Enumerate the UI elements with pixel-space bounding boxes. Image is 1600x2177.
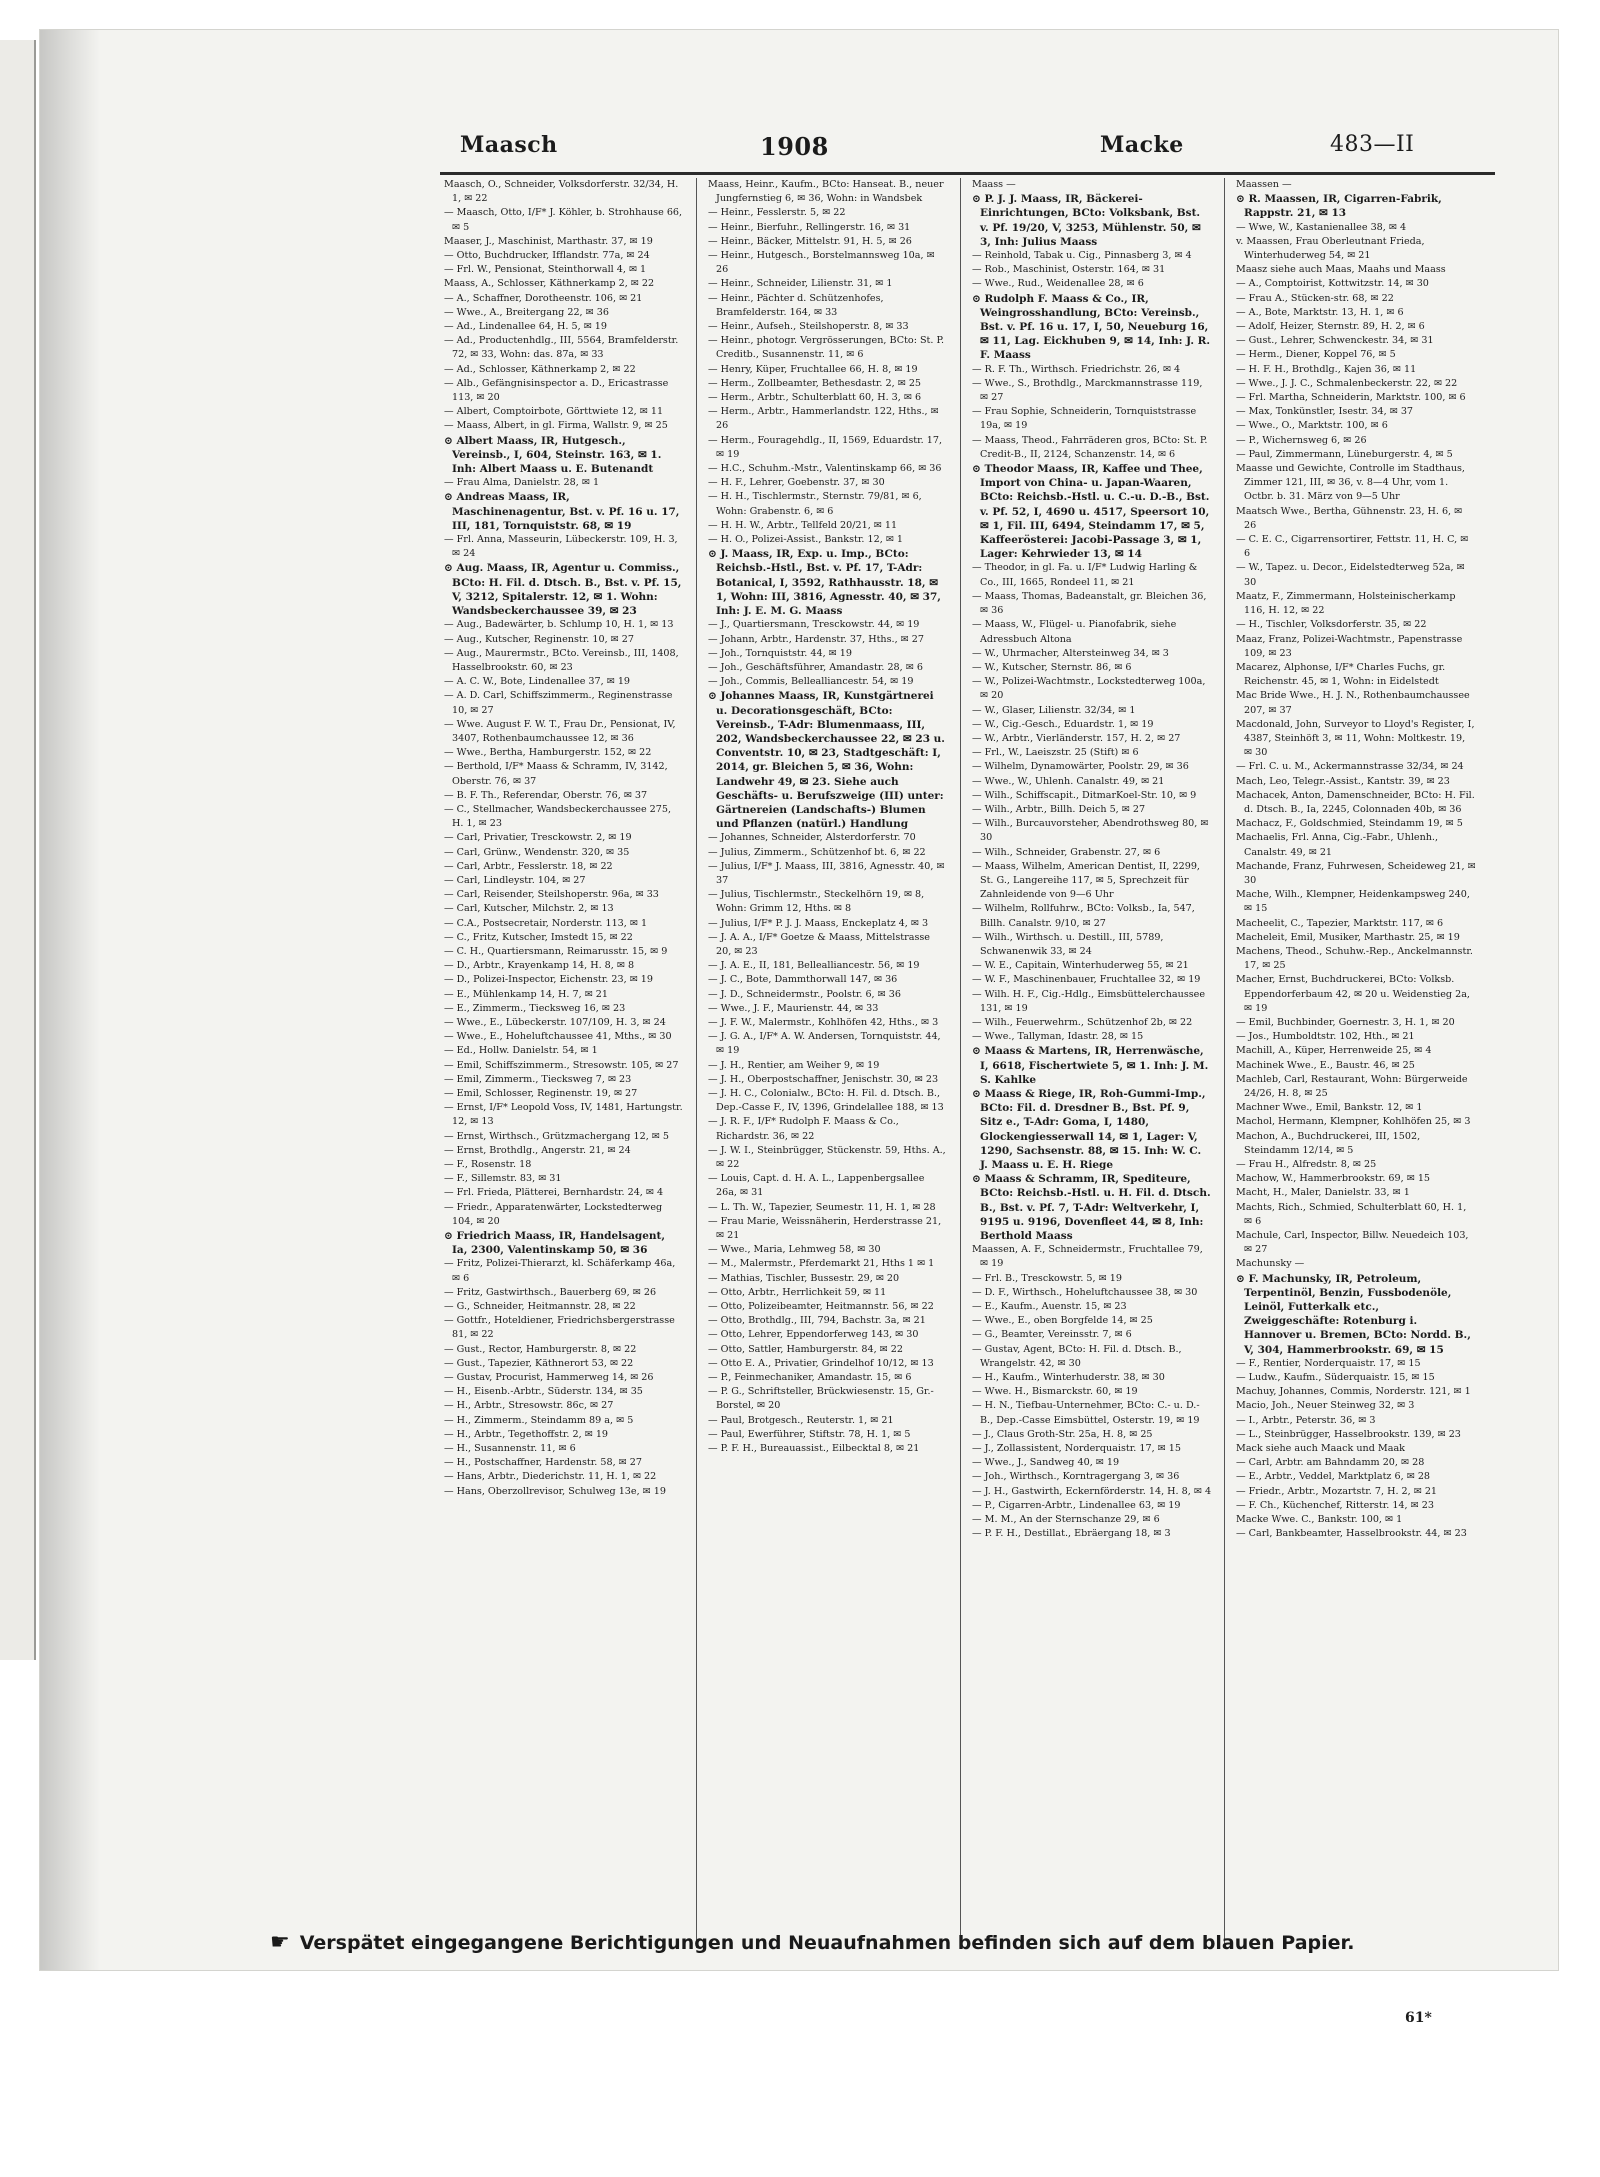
directory-entry: — Ad., Productenhdlg., III, 5564, Bramfelderstr. 72, ✉ 33, Wohn: das. 87a, ✉ 33 xyxy=(444,335,679,361)
directory-entry: — Wwe., Tallyman, Idastr. 28, ✉ 15 xyxy=(972,1031,1144,1043)
directory-entry: — Ernst, I/F* Leopold Voss, IV, 1481, Hartungstr. 12, ✉ 13 xyxy=(444,1102,683,1128)
directory-entry: — Maass, Albert, in gl. Firma, Wallstr. 9, ✉ 25 xyxy=(444,420,668,432)
directory-entry: — Heinr., Fesslerstr. 5, ✉ 22 xyxy=(708,207,846,219)
directory-entry: ⊙ Maass & Martens, IR, Herrenwäsche, I, 6618, Fischertwiete 5, ✉ 1. Inh: J. M. S. Kahlke xyxy=(972,1045,1209,1086)
directory-entry: — L. Th. W., Tapezier, Seumestr. 11, H. 1, ✉ 28 xyxy=(708,1201,936,1213)
directory-entry: Machinek Wwe., E., Baustr. 46, ✉ 25 xyxy=(1236,1059,1415,1071)
footer-text: Verspätet eingegangene Berichtigungen und Neuaufnahmen befinden sich auf dem blauen Papier. xyxy=(299,1932,1355,1954)
directory-entry: — W. E., Capitain, Winterhuderweg 55, ✉ 21 xyxy=(972,960,1189,972)
directory-entry: — Frl. Anna, Masseurin, Lübeckerstr. 109, H. 3, ✉ 24 xyxy=(444,534,678,560)
directory-entry: Mache, Wilh., Klempner, Heidenkampsweg 240, ✉ 15 xyxy=(1236,889,1470,915)
directory-entry: — J. D., Schneidermstr., Poolstr. 6, ✉ 36 xyxy=(708,988,901,1000)
directory-entry: — Herm., Zollbeamter, Bethesdastr. 2, ✉ 25 xyxy=(708,377,922,389)
directory-entry: Machol, Hermann, Klempner, Kohlhöfen 25, ✉ 3 xyxy=(1236,1116,1471,1128)
directory-entry: — Joh., Commis, Bellealliancestr. 54, ✉ 19 xyxy=(708,676,914,688)
directory-entry: — Aug., Badewärter, b. Schlump 10, H. 1, ✉ 13 xyxy=(444,619,674,631)
directory-entry: — P. F. H., Bureauassist., Eilbecktal 8, ✉ 21 xyxy=(708,1443,920,1455)
directory-entry: Maasse und Gewichte, Controlle im Stadthaus, Zimmer 121, III, ✉ 36, v. 8—4 Uhr, vom 1. Octbr. b. 31. März von 9—5 Uhr xyxy=(1236,463,1465,503)
directory-entry: — Carl, Reisender, Steilshoperstr. 96a, ✉ 33 xyxy=(444,889,659,901)
directory-entry: Machunsky — xyxy=(1236,1258,1305,1270)
directory-entry: — P., Wichernsweg 6, ✉ 26 xyxy=(1236,434,1367,446)
signature-mark: 61* xyxy=(1405,2010,1432,2026)
directory-entry: — E., Kaufm., Auenstr. 15, ✉ 23 xyxy=(972,1301,1127,1313)
directory-entry: — Jos., Humboldtstr. 102, Hth., ✉ 21 xyxy=(1236,1031,1415,1043)
column-divider xyxy=(960,178,961,1948)
facing-page-edge xyxy=(0,40,36,1660)
directory-entry: — Hans, Arbtr., Diederichstr. 11, H. 1, ✉ 22 xyxy=(444,1471,657,1483)
directory-entry: — J. A. E., II, 181, Bellealliancestr. 56, ✉ 19 xyxy=(708,960,920,972)
directory-entry: Macdonald, John, Surveyor to Lloyd's Register, I, 4387, Steinhöft 3, ✉ 11, Wohn: Moltkestr. 19, ✉ 30 xyxy=(1236,718,1475,759)
directory-entry: — W., Uhrmacher, Altersteinweg 34, ✉ 3 xyxy=(972,647,1169,659)
directory-entry: Maass, Heinr., Kaufm., BCto: Hanseat. B., neuer Jungfernstieg 6, ✉ 36, Wohn: in Wandsbek xyxy=(708,179,944,205)
directory-entry: — Wilh., Wirthsch. u. Destill., III, 5789, Schwanenwik 33, ✉ 24 xyxy=(972,931,1164,957)
directory-entry: Machleb, Carl, Restaurant, Wohn: Bürgerweide 24/26, H. 8, ✉ 25 xyxy=(1236,1073,1468,1099)
directory-entry: Machow, W., Hammerbrookstr. 69, ✉ 15 xyxy=(1236,1173,1431,1185)
column-2 xyxy=(704,178,952,1968)
directory-entry: — Emil, Zimmerm., Tiecksweg 7, ✉ 23 xyxy=(444,1073,632,1085)
directory-entry: — H.C., Schuhm.-Mstr., Valentinskamp 66, ✉ 36 xyxy=(708,463,942,475)
directory-entry: Maaser, J., Maschinist, Marthastr. 37, ✉ 19 xyxy=(444,235,653,247)
page-header xyxy=(420,132,1495,172)
directory-entry: — H. F. H., Brothdlg., Kajen 36, ✉ 11 xyxy=(1236,363,1417,375)
directory-entry: — Otto, Brothdlg., III, 794, Bachstr. 3a, ✉ 21 xyxy=(708,1315,926,1327)
directory-entry: — Johannes, Schneider, Alsterdorferstr. 70 xyxy=(708,832,916,844)
directory-entry: Machuy, Johannes, Commis, Norderstr. 121, ✉ 1 xyxy=(1236,1386,1471,1398)
directory-entry: — Carl, Lindleystr. 104, ✉ 27 xyxy=(444,874,586,886)
directory-entry: — B. F. Th., Referendar, Oberstr. 76, ✉ 37 xyxy=(444,789,648,801)
directory-entry: — H., Eisenb.-Arbtr., Süderstr. 134, ✉ 35 xyxy=(444,1386,643,1398)
directory-entry: Macio, Joh., Neuer Steinweg 32, ✉ 3 xyxy=(1236,1400,1415,1412)
directory-entry: — Frau Marie, Weissnäherin, Herderstrasse 21, ✉ 21 xyxy=(708,1215,942,1242)
directory-entry: Maassen, A. F., Schneidermstr., Fruchtallee 79, ✉ 19 xyxy=(972,1244,1203,1270)
directory-entry: — Ad., Lindenallee 64, H. 5, ✉ 19 xyxy=(444,321,608,333)
directory-entry: — J. C., Bote, Dammthorwall 147, ✉ 36 xyxy=(708,974,898,986)
directory-entry: — Wwe., W., Uhlenh. Canalstr. 49, ✉ 21 xyxy=(972,775,1165,787)
directory-entry: — Otto, Arbtr., Herrlichkeit 59, ✉ 11 xyxy=(708,1286,887,1298)
directory-entry: — Joh., Geschäftsführer, Amandastr. 28, ✉ 6 xyxy=(708,661,923,673)
directory-entry: — Carl, Arbtr., Fesslerstr. 18, ✉ 22 xyxy=(444,860,613,872)
directory-entry: — H., Tischler, Volksdorferstr. 35, ✉ 22 xyxy=(1236,619,1427,631)
directory-entry: — Carl, Grünw., Wendenstr. 320, ✉ 35 xyxy=(444,846,630,858)
directory-entry: ⊙ Rudolph F. Maass & Co., IR, Weingrosshandlung, BCto: Vereinsb., Bst. v. Pf. 16 u. 17, I, 50, Neueburg 16, ✉ 11, Lag. Eickhuben 9, ✉ 14, Inh: J. R. F. Maass xyxy=(972,292,1211,362)
directory-entry: — Otto, Buchdrucker, Ifflandstr. 77a, ✉ 24 xyxy=(444,250,650,262)
directory-entry: — J., Zollassistent, Norderquaistr. 17, ✉ 15 xyxy=(972,1443,1181,1455)
directory-entry: — M. M., An der Sternschanze 29, ✉ 6 xyxy=(972,1514,1160,1526)
directory-entry: — Wwe., Maria, Lehmweg 58, ✉ 30 xyxy=(708,1244,881,1256)
directory-entry: — Herm., Diener, Koppel 76, ✉ 5 xyxy=(1236,349,1396,361)
directory-entry: — G., Beamter, Vereinsstr. 7, ✉ 6 xyxy=(972,1329,1132,1341)
column-4 xyxy=(1232,178,1480,1968)
directory-entry: ⊙ P. J. J. Maass, IR, Bäckerei-Einrichtungen, BCto: Volksbank, Bst. v. Pf. 19/20, V, 3253, Mühlenstr. 50, ✉ 3, Inh: Julius Maass xyxy=(972,193,1201,248)
column-1 xyxy=(440,178,688,1968)
directory-entry: — Frau Alma, Danielstr. 28, ✉ 1 xyxy=(444,477,600,489)
directory-entry: ⊙ J. Maass, IR, Exp. u. Imp., BCto: Reichsb.-Hstl., Bst. v. Pf. 17, T-Adr: Botanical, I, 3592, Rathhausstr. 18, ✉ 1, Wohn: III, 3816, Agnesstr. 40, ✉ 37, Inh: J. E. M. G. Maass xyxy=(708,548,941,618)
directory-entry: — J. F. W., Malermstr., Kohlhöfen 42, Hths., ✉ 3 xyxy=(708,1016,939,1028)
directory-entry: — Otto, Lehrer, Eppendorferweg 143, ✉ 30 xyxy=(708,1329,919,1341)
directory-entry: — Max, Tonkünstler, Isestr. 34, ✉ 37 xyxy=(1236,406,1414,418)
directory-entry: — Ludw., Kaufm., Süderquaistr. 15, ✉ 15 xyxy=(1236,1372,1435,1384)
directory-entry: — Rob., Maschinist, Osterstr. 164, ✉ 31 xyxy=(972,264,1166,276)
directory-entry: — Gust., Tapezier, Käthnerort 53, ✉ 22 xyxy=(444,1357,634,1369)
directory-entry: — Otto, Polizeibeamter, Heitmannstr. 56, ✉ 22 xyxy=(708,1301,934,1313)
directory-entry: ⊙ R. Maassen, IR, Cigarren-Fabrik, Rappstr. 21, ✉ 13 xyxy=(1236,193,1442,220)
directory-entry: — Hans, Oberzollrevisor, Schulweg 13e, ✉ 19 xyxy=(444,1485,666,1497)
directory-entry: — Friedr., Apparatenwärter, Lockstedterweg 104, ✉ 20 xyxy=(444,1201,663,1227)
column-divider xyxy=(696,178,697,1948)
directory-entry: Mack siehe auch Maack und Maak xyxy=(1236,1443,1405,1455)
directory-entry: Maass — xyxy=(972,179,1016,190)
directory-entry: — E., Mühlenkamp 14, H. 7, ✉ 21 xyxy=(444,988,608,1000)
directory-entry: Machens, Theod., Schuhw.-Rep., Anckelmannstr. 17, ✉ 25 xyxy=(1236,945,1473,972)
directory-entry: Machill, A., Küper, Herrenweide 25, ✉ 4 xyxy=(1236,1045,1432,1057)
directory-entry: — Paul, Brotgesch., Reuterstr. 1, ✉ 21 xyxy=(708,1414,894,1426)
column-3 xyxy=(968,178,1216,1968)
directory-entry: — Otto, Sattler, Hamburgerstr. 84, ✉ 22 xyxy=(708,1343,903,1355)
directory-entry: — H., Arbtr., Tegethoffstr. 2, ✉ 19 xyxy=(444,1428,609,1440)
directory-entry: — H. F., Lehrer, Goebenstr. 37, ✉ 30 xyxy=(708,477,885,489)
directory-entry: — Frl. W., Pensionat, Steinthorwall 4, ✉ 1 xyxy=(444,264,647,276)
directory-entry: — Wwe., J. J. C., Schmalenbeckerstr. 22, ✉ 22 xyxy=(1236,377,1458,389)
directory-entry: — Carl, Kutscher, Milchstr. 2, ✉ 13 xyxy=(444,903,614,915)
directory-entry: — Johann, Arbtr., Hardenstr. 37, Hths., ✉ 27 xyxy=(708,633,924,645)
column-divider xyxy=(1224,178,1225,1948)
directory-entry: — Joh., Tornquiststr. 44, ✉ 19 xyxy=(708,647,852,659)
directory-entry: — Julius, Tischlermstr., Steckelhörn 19, ✉ 8, Wohn: Grimm 12, Hths. ✉ 8 xyxy=(708,889,925,915)
directory-entry: — H. O., Polizei-Assist., Bankstr. 12, ✉ 1 xyxy=(708,534,904,546)
directory-entry: — Paul, Zimmermann, Lüneburgerstr. 4, ✉ 5 xyxy=(1236,448,1453,460)
directory-entry: — Heinr., Bierfuhr., Rellingerstr. 16, ✉ 31 xyxy=(708,221,911,233)
directory-entry: — Wwe., J. F., Maurienstr. 44, ✉ 33 xyxy=(708,1002,879,1014)
directory-entry: — Adolf, Heizer, Sternstr. 89, H. 2, ✉ 6 xyxy=(1236,321,1425,333)
directory-entry: — Ernst, Wirthsch., Grützmachergang 12, ✉ 5 xyxy=(444,1130,669,1142)
directory-entry: — Ad., Schlosser, Käthnerkamp 2, ✉ 22 xyxy=(444,363,636,375)
directory-entry: — L., Steinbrügger, Hasselbrookstr. 139, ✉ 23 xyxy=(1236,1428,1461,1440)
directory-entry: — W. F., Maschinenbauer, Fruchtallee 32, ✉ 19 xyxy=(972,974,1201,986)
directory-entry: — H., Susannenstr. 11, ✉ 6 xyxy=(444,1443,576,1455)
directory-entry: — F., Rentier, Norderquaistr. 17, ✉ 15 xyxy=(1236,1357,1421,1369)
directory-entry: — Heinr., Schneider, Lilienstr. 31, ✉ 1 xyxy=(708,278,893,290)
directory-entry: — Wilh., Burcauvorsteher, Abendrothsweg 80, ✉ 30 xyxy=(972,818,1209,844)
directory-entry: — C. E. C., Cigarrensortirer, Fettstr. 11, H. C, ✉ 6 xyxy=(1236,534,1469,560)
directory-entry: — W., Arbtr., Vierländerstr. 157, H. 2, ✉ 27 xyxy=(972,732,1181,744)
directory-entry: — Wwe., E., oben Borgfelde 14, ✉ 25 xyxy=(972,1315,1153,1327)
directory-entry: — Mathias, Tischler, Bussestr. 29, ✉ 20 xyxy=(708,1272,900,1284)
directory-entry: — E., Arbtr., Veddel, Marktplatz 6, ✉ 28 xyxy=(1236,1471,1431,1483)
directory-entry: — Gust., Lehrer, Schwenckestr. 34, ✉ 31 xyxy=(1236,335,1434,347)
directory-entry: Maatz, F., Zimmermann, Holsteinischerkamp 116, H. 12, ✉ 22 xyxy=(1236,590,1456,617)
directory-entry: — Emil, Schiffszimmerm., Stresowstr. 105, ✉ 27 xyxy=(444,1059,679,1071)
directory-entry: ⊙ Friedrich Maass, IR, Handelsagent, Ia, 2300, Valentinskamp 50, ✉ 36 xyxy=(444,1230,666,1257)
directory-entry: — C., Fritz, Kutscher, Imstedt 15, ✉ 22 xyxy=(444,931,633,943)
directory-entry: — Gottfr., Hoteldiener, Friedrichsbergerstrasse 81, ✉ 22 xyxy=(444,1315,675,1341)
directory-entry: Maassen — xyxy=(1236,179,1292,190)
directory-entry: ⊙ Andreas Maass, IR, Maschinenagentur, Bst. v. Pf. 16 u. 17, III, 181, Tornquiststr. 68, ✉ 19 xyxy=(444,491,680,532)
directory-entry: — Wilh., Arbtr., Billh. Deich 5, ✉ 27 xyxy=(972,803,1146,815)
directory-entry: — F., Rosenstr. 18 xyxy=(444,1159,532,1171)
directory-entry: — Henry, Küper, Fruchtallee 66, H. 8, ✉ 19 xyxy=(708,363,918,375)
directory-entry: ⊙ Theodor Maass, IR, Kaffee und Thee, Import von China- u. Japan-Waaren, BCto: Reichsb.-Hstl. u. C.-u. D.-B., Bst. v. Pf. 52, I, 4690 u. 4517, Speersort 10, ✉ 1, Fil. III, 6494, Steindamm 17, ✉ 5, Kaffeerösterei: Jacobi-Passage 3, ✉ 1, Lager: Kehrwieder 13, ✉ 14 xyxy=(972,463,1210,561)
directory-entry: — Julius, I/F* P. J. J. Maass, Enckeplatz 4, ✉ 3 xyxy=(708,917,929,929)
directory-entry: — Joh., Wirthsch., Korntragergang 3, ✉ 36 xyxy=(972,1471,1180,1483)
directory-entry: — Frl. B., Tresckowstr. 5, ✉ 19 xyxy=(972,1272,1122,1284)
directory-entry: — M., Malermstr., Pferdemarkt 21, Hths 1 ✉ 1 xyxy=(708,1258,935,1270)
pointing-hand-icon: ☛ xyxy=(270,1930,290,1955)
directory-entry: — Wilh., Feuerwehrm., Schützenhof 2b, ✉ 22 xyxy=(972,1016,1193,1028)
directory-entry: — Wilh. H. F., Cig.-Hdlg., Eimsbüttelerchaussee 131, ✉ 19 xyxy=(972,988,1206,1014)
directory-entry: — J. W. I., Steinbrügger, Stückenstr. 59, Hths. A., ✉ 22 xyxy=(708,1144,946,1171)
directory-entry: — W., Glaser, Lilienstr. 32/34, ✉ 1 xyxy=(972,704,1136,716)
directory-entry: Machande, Franz, Fuhrwesen, Scheideweg 21, ✉ 30 xyxy=(1236,860,1476,886)
header-last-name: Macke xyxy=(1100,132,1184,158)
directory-entry: Maatsch Wwe., Bertha, Gühnenstr. 23, H. 6, ✉ 26 xyxy=(1236,505,1463,531)
directory-entry: — Paul, Ewerführer, Stiftstr. 78, H. 1, ✉ 5 xyxy=(708,1428,911,1440)
directory-entry: — W., Kutscher, Sternstr. 86, ✉ 6 xyxy=(972,661,1132,673)
directory-entry: — Aug., Kutscher, Reginenstr. 10, ✉ 27 xyxy=(444,633,634,645)
directory-entry: — J. H., Gastwirth, Eckernförderstr. 14, H. 8, ✉ 4 xyxy=(972,1485,1212,1497)
directory-entry: — Wilh., Schiffscapit., DitmarKoel-Str. 10, ✉ 9 xyxy=(972,789,1197,801)
directory-entry: Macarez, Alphonse, I/F* Charles Fuchs, gr. Reichenstr. 45, ✉ 1, Wohn: in Eidelstedt xyxy=(1236,661,1446,688)
directory-entry: — Wwe., O., Marktstr. 100, ✉ 6 xyxy=(1236,420,1388,432)
directory-entry: — Wwe., J., Sandweg 40, ✉ 19 xyxy=(972,1457,1120,1469)
directory-entry: — C. H., Quartiersmann, Reimarusstr. 15, ✉ 9 xyxy=(444,945,668,957)
directory-entry: — F. Ch., Küchenchef, Ritterstr. 14, ✉ 23 xyxy=(1236,1499,1434,1511)
directory-entry: — P., Cigarren-Arbtr., Lindenallee 63, ✉ 19 xyxy=(972,1499,1181,1511)
footer-notice xyxy=(270,1930,1490,1960)
directory-entry: — Frau A., Stücken-str. 68, ✉ 22 xyxy=(1236,292,1394,304)
directory-entry: — Heinr., photogr. Vergrösserungen, BCto: St. P. Creditb., Susannenstr. 11, ✉ 6 xyxy=(708,335,945,361)
directory-entry: — A. C. W., Bote, Lindenallee 37, ✉ 19 xyxy=(444,676,631,688)
directory-entry: — A., Bote, Marktstr. 13, H. 1, ✉ 6 xyxy=(1236,306,1404,318)
directory-entry: — Wwe., E., Lübeckerstr. 107/109, H. 3, ✉ 24 xyxy=(444,1016,666,1028)
directory-entry: — Heinr., Hutgesch., Borstelmannsweg 10a, ✉ 26 xyxy=(708,250,935,276)
directory-entry: — Wwe., E., Hoheluftchaussee 41, Mths., ✉ 30 xyxy=(444,1031,672,1043)
directory-entry: — C.A., Postsecretair, Norderstr. 113, ✉ 1 xyxy=(444,917,648,929)
directory-entry: — Theodor, in gl. Fa. u. I/F* Ludwig Harling & Co., III, 1665, Rondeel 11, ✉ 21 xyxy=(972,562,1198,588)
directory-entry: — G., Schneider, Heitmannstr. 28, ✉ 22 xyxy=(444,1301,636,1313)
directory-entry: — J. H. C., Colonialw., BCto: H. Fil. d. Dtsch. B., Dep.-Casse F., IV, 1396, Grindelallee 188, ✉ 13 xyxy=(708,1088,944,1114)
directory-entry: ⊙ Maass & Riege, IR, Roh-Gummi-Imp., BCto: Fil. d. Dresdner B., Bst. Pf. 9, Sitz e., T-Adr: Goma, I, 1480, Glockengiesserwall 14, ✉ 1, Lager: V, 1290, Sachsenstr. 88, ✉ 15. Inh: W. C. J. Maass u. E. H. Riege xyxy=(972,1088,1206,1172)
directory-entry: — Wwe., S., Brothdlg., Marckmannstrasse 119, ✉ 27 xyxy=(972,377,1203,404)
directory-entry: — Carl, Privatier, Tresckowstr. 2, ✉ 19 xyxy=(444,832,632,844)
directory-entry: — Emil, Buchbinder, Goernestr. 3, H. 1, ✉ 20 xyxy=(1236,1016,1455,1028)
header-rule xyxy=(440,172,1495,175)
directory-entry: — J. A. A., I/F* Goetze & Maass, Mittelstrasse 20, ✉ 23 xyxy=(708,931,930,957)
directory-entry: — J. R. F., I/F* Rudolph F. Maass & Co., Richardstr. 36, ✉ 22 xyxy=(708,1116,899,1142)
directory-entry: Machaelis, Frl. Anna, Cig.-Fabr., Uhlenh., Canalstr. 49, ✉ 21 xyxy=(1236,832,1439,858)
directory-entry: — H. N., Tiefbau-Unternehmer, BCto: C.- u. D.-B., Dep.-Casse Eimsbüttel, Osterstr. 19, ✉ 19 xyxy=(972,1400,1200,1426)
directory-entry: — H. H., Tischlermstr., Sternstr. 79/81, ✉ 6, Wohn: Grabenstr. 6, ✉ 6 xyxy=(708,491,922,517)
directory-entry: — P., Feinmechaniker, Amandastr. 15, ✉ 6 xyxy=(708,1372,912,1384)
binding-shadow xyxy=(40,30,100,1970)
directory-entry: — Maass, W., Flügel- u. Pianofabrik, siehe Adressbuch Altona xyxy=(972,619,1177,645)
directory-entry: — I., Arbtr., Peterstr. 36, ✉ 3 xyxy=(1236,1414,1376,1426)
directory-entry: — Reinhold, Tabak u. Cig., Pinnasberg 3, ✉ 4 xyxy=(972,250,1192,262)
directory-entry: — Julius, I/F* J. Maass, III, 3816, Agnesstr. 40, ✉ 37 xyxy=(708,860,945,886)
directory-entry: Macheelit, C., Tapezier, Marktstr. 117, ✉ 6 xyxy=(1236,917,1444,929)
directory-entry: — Wwe., Rud., Weidenallee 28, ✉ 6 xyxy=(972,278,1144,290)
header-first-name: Maasch xyxy=(460,132,558,158)
directory-entry: — P. G., Schriftsteller, Brückwiesenstr. 15, Gr.-Borstel, ✉ 20 xyxy=(708,1386,934,1412)
directory-entry: — Maass, Thomas, Badeanstalt, gr. Bleichen 36, ✉ 36 xyxy=(972,590,1207,617)
directory-entry: — D., Arbtr., Krayenkamp 14, H. 8, ✉ 8 xyxy=(444,960,635,972)
directory-entry: Machule, Carl, Inspector, Billw. Neuedeich 103, ✉ 27 xyxy=(1236,1230,1469,1256)
directory-entry: — Herm., Arbtr., Hammerlandstr. 122, Hths., ✉ 26 xyxy=(708,406,939,432)
directory-entry: — Herm., Fouragehdlg., II, 1569, Eduardstr. 17, ✉ 19 xyxy=(708,434,943,460)
directory-entry: Macher, Ernst, Buchdruckerei, BCto: Volksb. Eppendorferbaum 42, ✉ 20 u. Weidenstieg 2a, ✉ 19 xyxy=(1236,974,1470,1014)
directory-entry: Maasz siehe auch Maas, Maahs und Maass xyxy=(1236,264,1446,276)
directory-entry: — Maass, Wilhelm, American Dentist, II, 2299, St. G., Langereihe 117, ✉ 5, Sprechzeit für Zahnleidende von 9—6 Uhr xyxy=(972,860,1200,901)
directory-entry: — Wwe., A., Breitergang 22, ✉ 36 xyxy=(444,306,609,318)
directory-entry: — J. H., Rentier, am Weiher 9, ✉ 19 xyxy=(708,1059,880,1071)
directory-entry: — Wwe. August F. W. T., Frau Dr., Pensionat, IV, 3407, Rothenbaumchaussee 12, ✉ 36 xyxy=(444,718,676,744)
directory-entry: — Wwe. H., Bismarckstr. 60, ✉ 19 xyxy=(972,1386,1138,1398)
directory-entry: — Frau Sophie, Schneiderin, Tornquiststrasse 19a, ✉ 19 xyxy=(972,406,1197,432)
directory-entry: — Ernst, Brothdlg., Angerstr. 21, ✉ 24 xyxy=(444,1144,631,1156)
directory-entry: — Wwe, W., Kastanienallee 38, ✉ 4 xyxy=(1236,221,1407,233)
directory-entry: — A. D. Carl, Schiffszimmerm., Reginenstrasse 10, ✉ 27 xyxy=(444,690,673,716)
directory-entry: — Wwe., Bertha, Hamburgerstr. 152, ✉ 22 xyxy=(444,747,652,759)
directory-entry: ⊙ Aug. Maass, IR, Agentur u. Commiss., BCto: H. Fil. d. Dtsch. B., Bst. v. Pf. 15, V, 3212, Spitalerstr. 12, ✉ 1. Wohn: Wandsbeckerchaussee 39, ✉ 23 xyxy=(444,562,682,618)
directory-entry: — Gustav, Agent, BCto: H. Fil. d. Dtsch. B., Wrangelstr. 42, ✉ 30 xyxy=(972,1343,1182,1369)
directory-entry: — Gustav, Procurist, Hammerweg 14, ✉ 26 xyxy=(444,1372,654,1384)
directory-entry: — Albert, Comptoirbote, Görttwiete 12, ✉ 11 xyxy=(444,406,664,418)
directory-entry: — Julius, Zimmerm., Schützenhof bt. 6, ✉ 22 xyxy=(708,846,926,858)
directory-entry: — Fritz, Gastwirthsch., Bauerberg 69, ✉ 26 xyxy=(444,1286,657,1298)
directory-entry: — W., Polizei-Wachtmstr., Lockstedterweg 100a, ✉ 20 xyxy=(972,676,1206,702)
directory-entry: Machacek, Anton, Damenschneider, BCto: H. Fil. d. Dtsch. B., Ia, 2245, Colonnaden 40b, ✉ 36 xyxy=(1236,789,1475,815)
directory-entry: — Wilhelm, Rollfuhrw., BCto: Volksb., Ia, 547, Billh. Canalstr. 9/10, ✉ 27 xyxy=(972,903,1195,929)
directory-entry: — J., Claus Groth-Str. 25a, H. 8, ✉ 25 xyxy=(972,1428,1153,1440)
directory-entry: — Heinr., Bäcker, Mittelstr. 91, H. 5, ✉ 26 xyxy=(708,235,912,247)
directory-entry: — Otto E. A., Privatier, Grindelhof 10/12, ✉ 13 xyxy=(708,1357,934,1369)
directory-entry: — Alb., Gefängnisinspector a. D., Ericastrasse 113, ✉ 20 xyxy=(444,377,669,404)
directory-entry: ⊙ Maass & Schramm, IR, Spediteure, BCto: Reichsb.-Hstl. u. H. Fil. d. Dtsch. B., Bst. v. Pf. 7, T-Adr: Weltverkehr, I, 9195 u. 9196, Dovenfleet 44, ✉ 8, Inh: Berthold Maass xyxy=(972,1173,1211,1243)
directory-entry: — Heinr., Aufseh., Steilshoperstr. 8, ✉ 33 xyxy=(708,321,909,333)
directory-entry: — W., Tapez. u. Decor., Eidelstedterweg 52a, ✉ 30 xyxy=(1236,562,1465,588)
directory-entry: — Frl. C. u. M., Ackermannstrasse 32/34, ✉ 24 xyxy=(1236,761,1464,773)
directory-entry: — Fritz, Polizei-Thierarzt, kl. Schäferkamp 46a, ✉ 6 xyxy=(444,1258,676,1284)
directory-entry: — R. F. Th., Wirthsch. Friedrichstr. 26, ✉ 4 xyxy=(972,363,1181,375)
directory-entry: — Gust., Rector, Hamburgerstr. 8, ✉ 22 xyxy=(444,1343,637,1355)
directory-entry: Mach, Leo, Telegr.-Assist., Kantstr. 39, ✉ 23 xyxy=(1236,775,1450,787)
directory-columns xyxy=(440,178,1496,1968)
header-page-number: 483—II xyxy=(1330,132,1415,157)
directory-entry: — J. G. A., I/F* A. W. Andersen, Tornquiststr. 44, ✉ 19 xyxy=(708,1031,941,1057)
directory-entry: — H., Postschaffner, Hardenstr. 58, ✉ 27 xyxy=(444,1457,642,1469)
directory-entry: — H., Zimmerm., Steindamm 89 a, ✉ 5 xyxy=(444,1414,634,1426)
directory-entry: — D. F., Wirthsch., Hoheluftchaussee 38, ✉ 30 xyxy=(972,1286,1198,1298)
directory-entry: — Ed., Hollw. Danielstr. 54, ✉ 1 xyxy=(444,1045,598,1057)
directory-entry: Maaz, Franz, Polizei-Wachtmstr., Papenstrasse 109, ✉ 23 xyxy=(1236,633,1463,659)
directory-entry: Macht, H., Maler, Danielstr. 33, ✉ 1 xyxy=(1236,1187,1410,1199)
directory-entry: Macheleit, Emil, Musiker, Marthastr. 25, ✉ 19 xyxy=(1236,931,1460,943)
directory-entry: ⊙ Johannes Maass, IR, Kunstgärtnerei u. Decorationsgeschäft, BCto: Vereinsb., T-Adr: Blumenmaass, III, 202, Wandsbeckerchaussee 22, ✉ 23 u. Conventstr. 10, ✉ 23, Stadtgeschäft: I, 2014, gr. Bleichen 5, ✉ 36, Wohn: Landwehr 49, ✉ 23. Siehe auch Geschäfts- u. Berufszweige (III) unter: Gärtnereien (Landschafts-) Blumen und Pflanzen (natürl.) Handlung xyxy=(708,690,945,831)
directory-entry: — Wilh., Schneider, Grabenstr. 27, ✉ 6 xyxy=(972,846,1161,858)
directory-entry: Machner Wwe., Emil, Bankstr. 12, ✉ 1 xyxy=(1236,1102,1423,1114)
directory-entry: — E., Zimmerm., Tiecksweg 16, ✉ 23 xyxy=(444,1002,626,1014)
directory-entry: — Emil, Schlosser, Reginenstr. 19, ✉ 27 xyxy=(444,1088,638,1099)
directory-entry: — H. H. W., Arbtr., Tellfeld 20/21, ✉ 11 xyxy=(708,519,898,531)
directory-entry: — Carl, Arbtr. am Bahndamm 20, ✉ 28 xyxy=(1236,1457,1425,1469)
directory-entry: Maass, A., Schlosser, Käthnerkamp 2, ✉ 22 xyxy=(444,278,655,290)
directory-entry: Macke Wwe. C., Bankstr. 100, ✉ 1 xyxy=(1236,1514,1403,1526)
directory-entry: — D., Polizei-Inspector, Eichenstr. 23, ✉ 19 xyxy=(444,974,653,986)
directory-entry: — A., Comptoirist, Kottwitzstr. 14, ✉ 30 xyxy=(1236,278,1429,290)
directory-entry: — P. F. H., Destillat., Ebräergang 18, ✉ 3 xyxy=(972,1528,1171,1540)
directory-entry: — Aug., Maurermstr., BCto. Vereinsb., III, 1408, Hasselbrookstr. 60, ✉ 23 xyxy=(444,647,679,673)
directory-entry: Mac Bride Wwe., H. J. N., Rothenbaumchaussee 207, ✉ 37 xyxy=(1236,690,1470,716)
directory-entry: — Herm., Arbtr., Schulterblatt 60, H. 3, ✉ 6 xyxy=(708,392,922,404)
directory-entry: ⊙ Albert Maass, IR, Hutgesch., Vereinsb., I, 604, Steinstr. 163, ✉ 1. Inh: Albert Maass u. E. Butenandt xyxy=(444,434,662,476)
directory-entry: — Frl. Frieda, Plätterei, Bernhardstr. 24, ✉ 4 xyxy=(444,1187,664,1199)
directory-entry: Machts, Rich., Schmied, Schulterblatt 60, H. 1, ✉ 6 xyxy=(1236,1201,1467,1227)
directory-entry: — Frl. Martha, Schneiderin, Marktstr. 100, ✉ 6 xyxy=(1236,392,1466,404)
directory-entry: Machon, A., Buchdruckerei, III, 1502, Steindamm 12/14, ✉ 5 xyxy=(1236,1130,1421,1156)
directory-entry: — Frau H., Alfredstr. 8, ✉ 25 xyxy=(1236,1159,1377,1171)
directory-entry: — Frl., W., Laeiszstr. 25 (Stift) ✉ 6 xyxy=(972,747,1139,759)
directory-entry: Maasch, O., Schneider, Volksdorferstr. 32/34, H. 1, ✉ 22 xyxy=(444,179,679,205)
directory-entry: — Friedr., Arbtr., Mozartstr. 7, H. 2, ✉ 21 xyxy=(1236,1485,1438,1497)
directory-entry: — W., Cig.-Gesch., Eduardstr. 1, ✉ 19 xyxy=(972,718,1154,730)
directory-entry: — J., Quartiersmann, Tresckowstr. 44, ✉ 19 xyxy=(708,619,920,631)
directory-entry: — Heinr., Pächter d. Schützenhofes, Bramfelderstr. 164, ✉ 33 xyxy=(708,292,884,318)
directory-entry: — C., Stellmacher, Wandsbeckerchaussee 275, H. 1, ✉ 23 xyxy=(444,803,672,830)
directory-entry: — H., Kaufm., Winterhuderstr. 38, ✉ 30 xyxy=(972,1372,1165,1384)
directory-entry: Machacz, F., Goldschmied, Steindamm 19, ✉ 5 xyxy=(1236,818,1463,830)
directory-entry: — A., Schaffner, Dorotheenstr. 106, ✉ 21 xyxy=(444,292,643,304)
directory-entry: — Wilhelm, Dynamowärter, Poolstr. 29, ✉ 36 xyxy=(972,761,1189,773)
directory-entry: — J. H., Oberpostschaffner, Jenischstr. 30, ✉ 23 xyxy=(708,1073,939,1085)
directory-entry: — F., Sillemstr. 83, ✉ 31 xyxy=(444,1173,562,1185)
directory-entry: v. Maassen, Frau Oberleutnant Frieda, Winterhuderweg 54, ✉ 21 xyxy=(1236,235,1425,262)
directory-entry: — Berthold, I/F* Maass & Schramm, IV, 3142, Oberstr. 76, ✉ 37 xyxy=(444,761,668,787)
directory-entry: — Maasch, Otto, I/F* J. Köhler, b. Strohhause 66, ✉ 5 xyxy=(444,207,683,233)
header-year: 1908 xyxy=(760,132,829,161)
directory-entry: ⊙ F. Machunsky, IR, Petroleum, Terpentinöl, Benzin, Fussbodenöle, Leinöl, Futterkalk etc., Zweiggeschäfte: Rotenburg i. Hannover u. Bremen, BCto: Nordd. B., V, 304, Hammerbrookstr. 69, ✉ 15 xyxy=(1236,1272,1471,1356)
directory-entry: — Maass, Theod., Fahrräderen gros, BCto: St. P. Credit-B., II, 2124, Schanzenstr. 14, ✉ 6 xyxy=(972,434,1208,460)
directory-entry: — Carl, Bankbeamter, Hasselbrookstr. 44, ✉ 23 xyxy=(1236,1528,1467,1540)
directory-entry: — H., Arbtr., Stresowstr. 86c, ✉ 27 xyxy=(444,1400,614,1412)
directory-entry: — Louis, Capt. d. H. A. L., Lappenbergsallee 26a, ✉ 31 xyxy=(708,1173,925,1199)
